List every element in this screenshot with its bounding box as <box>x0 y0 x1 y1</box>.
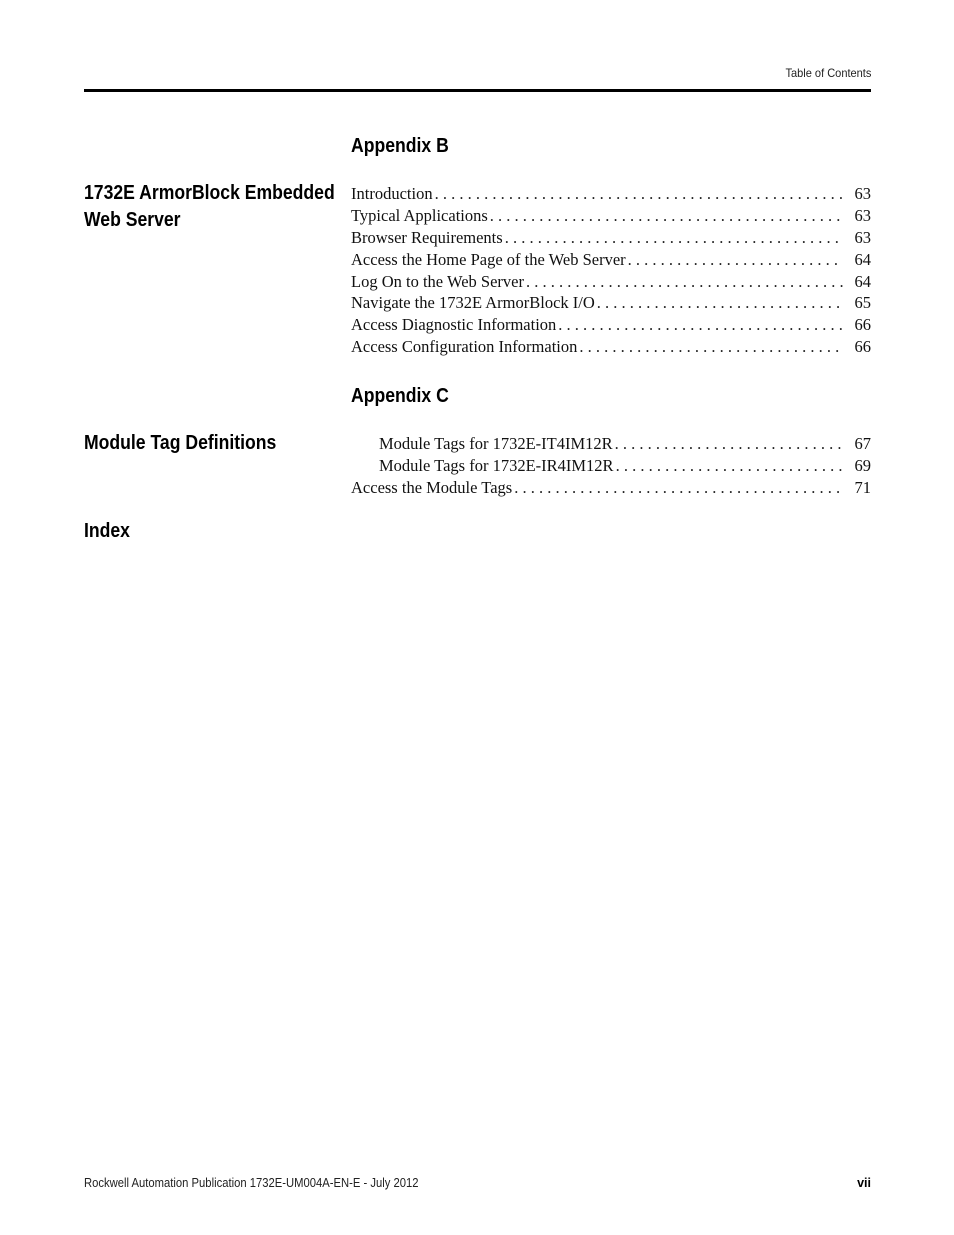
toc-entry-title: Browser Requirements <box>351 227 503 247</box>
chapter-title-line-2: Web Server <box>84 209 181 231</box>
index-heading[interactable]: Index <box>84 520 130 542</box>
toc-entry[interactable] <box>351 272 871 294</box>
toc-entry-title: Module Tags for 1732E-IT4IM12R <box>379 434 613 453</box>
toc-entry-page: 69 <box>854 455 871 475</box>
dot-leader <box>558 315 843 335</box>
toc-entry[interactable] <box>351 478 871 500</box>
dot-leader <box>490 206 843 226</box>
toc-entry-title: Access the Module Tags <box>351 477 513 497</box>
appendix-c-label: Appendix C <box>351 385 449 407</box>
toc-entry-title: Access Diagnostic Information <box>351 315 557 335</box>
toc-entry-page: 66 <box>854 337 871 357</box>
toc-entry-title: Access the Home Page of the Web Server <box>351 249 626 269</box>
dot-leader <box>616 456 843 476</box>
toc-entry-title: Introduction <box>351 184 433 203</box>
toc-entry[interactable] <box>351 337 871 359</box>
appendix-c-toc <box>351 434 871 500</box>
dot-leader <box>505 228 843 248</box>
footer-publication: Rockwell Automation Publication 1732E-UM004A-EN-E - July 2012 <box>84 1176 419 1190</box>
dot-leader <box>579 337 843 357</box>
toc-entry-page: 65 <box>854 293 871 313</box>
toc-entry[interactable] <box>351 250 871 272</box>
header-rule <box>84 89 871 92</box>
toc-entry[interactable] <box>351 184 871 206</box>
toc-entry[interactable] <box>351 434 871 456</box>
dot-leader <box>435 184 843 204</box>
toc-entry-page: 63 <box>854 205 871 225</box>
toc-entry[interactable] <box>351 315 871 337</box>
toc-entry[interactable] <box>351 228 871 250</box>
toc-entry-page: 71 <box>854 477 871 497</box>
toc-entry-title: Access Configuration Information <box>351 337 578 357</box>
appendix-c-chapter-title: Module Tag Definitions <box>84 432 277 454</box>
toc-entry[interactable] <box>351 456 871 478</box>
appendix-b-toc <box>351 184 871 359</box>
dot-leader <box>628 250 843 270</box>
appendix-b-chapter-title <box>84 180 335 234</box>
dot-leader <box>526 272 843 292</box>
appendix-b-label: Appendix B <box>351 135 449 157</box>
toc-entry[interactable] <box>351 206 871 228</box>
chapter-title-line-1: 1732E ArmorBlock Embedded <box>84 182 335 204</box>
toc-entry-page: 64 <box>854 271 871 291</box>
toc-entry-page: 64 <box>854 249 871 269</box>
toc-entry-page: 67 <box>854 434 871 453</box>
toc-entry-title: Typical Applications <box>351 205 488 225</box>
toc-entry-title: Module Tags for 1732E-IR4IM12R <box>379 455 614 475</box>
toc-entry-page: 66 <box>854 315 871 335</box>
footer-page-number: vii <box>857 1176 871 1190</box>
toc-entry-page: 63 <box>854 184 871 203</box>
dot-leader <box>597 293 843 313</box>
dot-leader <box>615 434 843 454</box>
dot-leader <box>514 478 843 498</box>
running-head: Table of Contents <box>785 66 871 80</box>
toc-entry-title: Log On to the Web Server <box>351 271 524 291</box>
toc-entry-page: 63 <box>854 227 871 247</box>
toc-entry-title: Navigate the 1732E ArmorBlock I/O <box>351 293 595 313</box>
toc-entry[interactable] <box>351 293 871 315</box>
